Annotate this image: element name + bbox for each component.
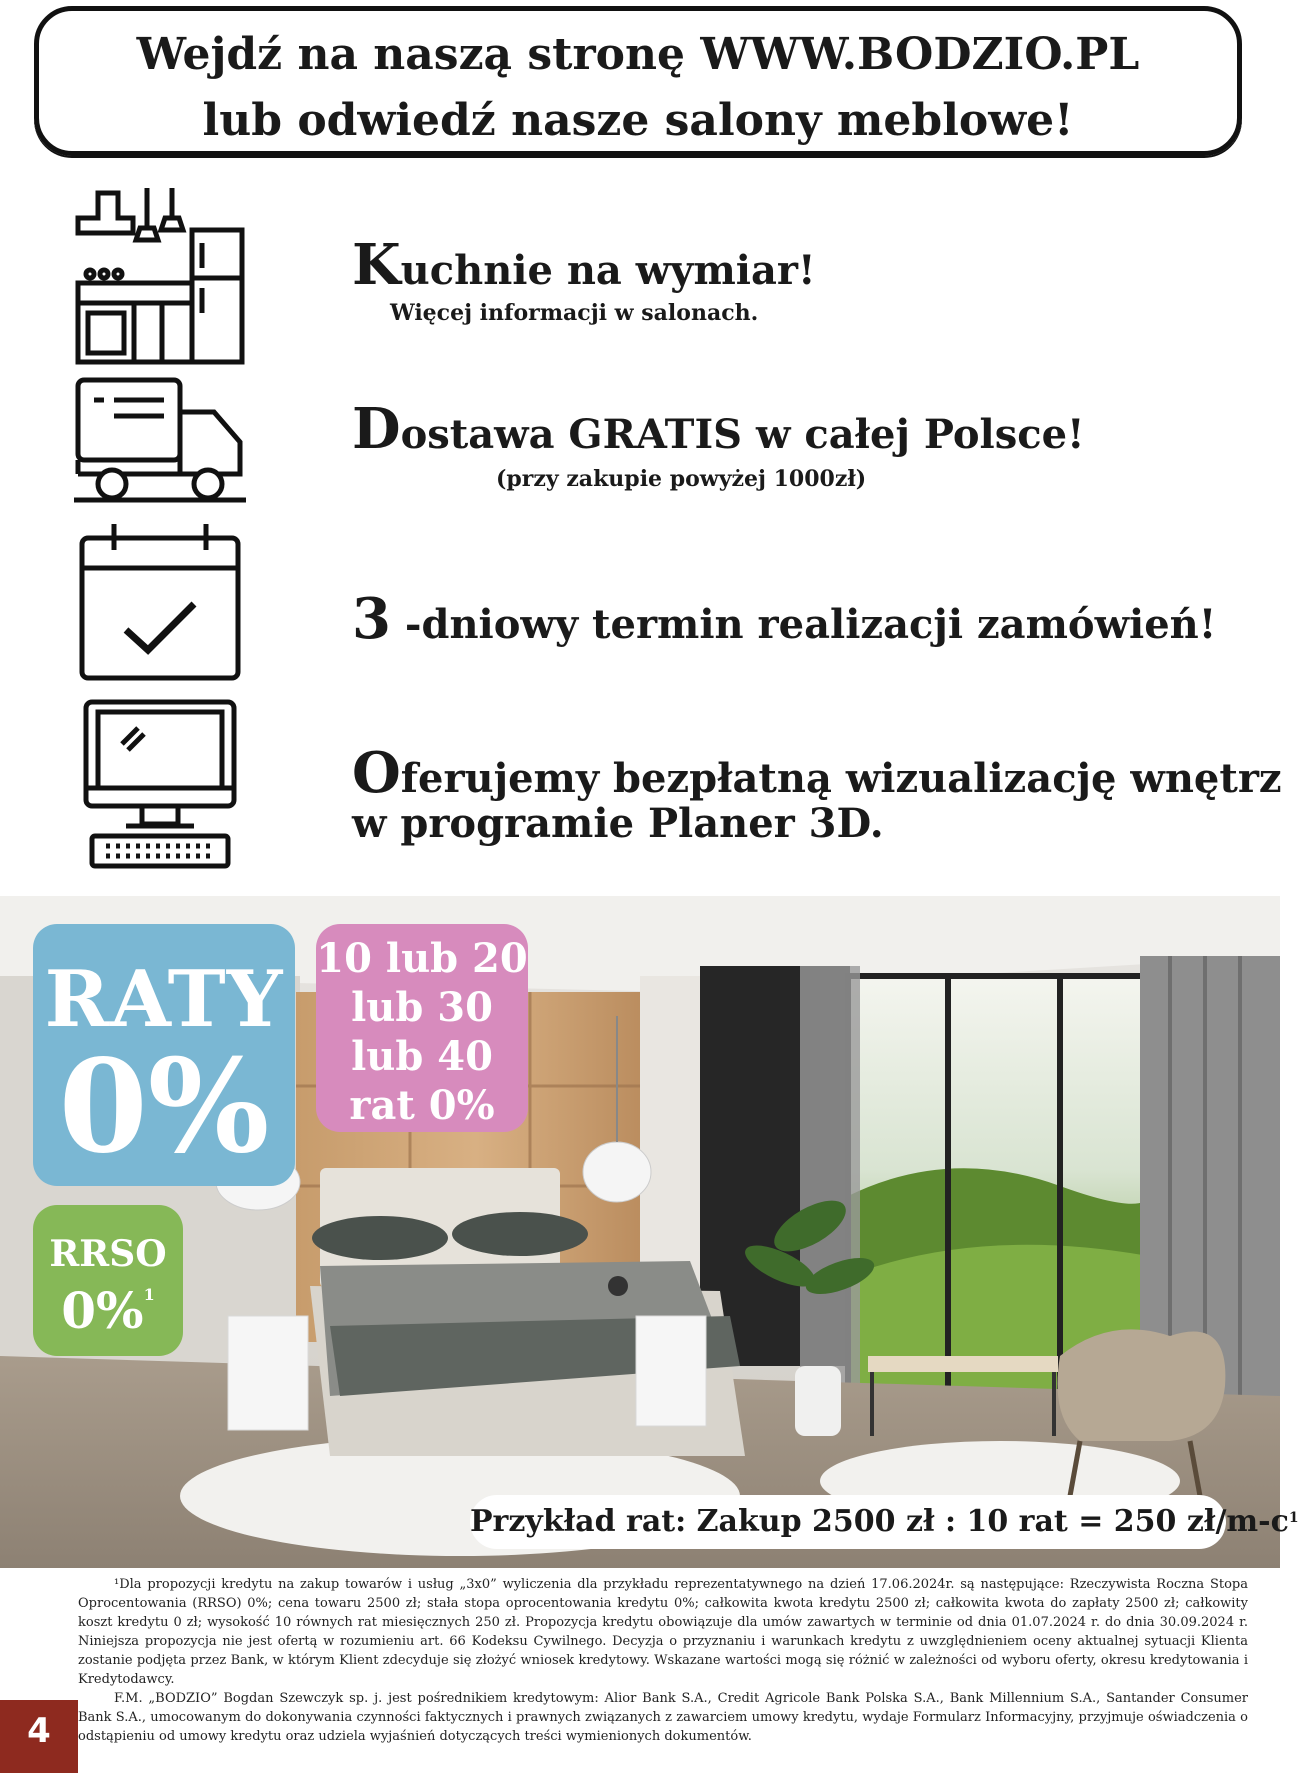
website-banner (34, 6, 1242, 156)
feature-visualization-title: Oferujemy bezpłatną wizualizację wnętrz (352, 740, 1282, 806)
banner-line-website: Wejdź na naszą stronę WWW.BODZIO.PL (136, 29, 1140, 80)
rrso-value-row (33, 1281, 183, 1340)
rrso-footnote-mark: 1 (143, 1285, 155, 1304)
calendar-check-icon (78, 522, 242, 682)
raty-label: RATY (44, 954, 284, 1045)
rrso-badge (33, 1205, 183, 1356)
feature-kitchen-title: Kuchnie na wymiar! (352, 232, 816, 298)
footnote-credit-intermediary: F.M. „BODZIO” Bogdan Szewczyk sp. j. jest pośrednikiem kredytowym: Alior Bank S.A., Credit Agricole Bank Polska S.A., Bank Millennium S.A., Santander Consumer Bank S.A., umocowanym do dokonywania czynności faktycznych i prawnych związanych z zawarciem umowy kredytu, wydaje Formularz Informacyjny, przyjmuje oświadczenia o odstąpieniu od umowy kredytu oraz udziela wyjaśnień dotyczących treści wymienionych dokumentów. (78, 1691, 1248, 1744)
feature-delivery-title: Dostawa GRATIS w całej Polsce! (352, 396, 1085, 462)
banner-line-salons: lub odwiedź nasze salony meblowe! (202, 95, 1074, 146)
footnote-representative-example: ¹Dla propozycji kredytu na zakup towarów i usług „3x0” wyliczenia dla przykładu reprezentatywnego na dzień 17.06.2024r. są następujące: Rzeczywista Roczna Stopa Oprocentowania (RRSO) 0%; cena towaru 2500 zł; stała stopa oprocentowania kredytu 0%; całkowita kwota kredytu 2500 zł; całkowita kwota do zapłaty 2500 zł; całkowity koszt kredytu 0 zł; wysokość 10 równych rat miesięcznych 250 zł. Propozycja kredytu obowiązuje dla umów zawartych w terminie od dnia 01.07.2024 r. do dnia 30.09.2024 r. Niniejsza propozycja nie jest ofertą w rozumieniu art. 66 Kodeksu Cywilnego. Decyzja o przyznaniu i warunkach kredytu z uwzględnieniem oceny aktualnej sytuacji Klienta zostanie podjęta przez Bank, w którym Klient zdecyduje się złożyć wniosek kredytowy. Wskazane wartości mogą się różnić w zależności od wyboru oferty, okresu kredytowania i Kredytodawcy. (78, 1577, 1248, 1687)
page-number: 4 (0, 1700, 78, 1773)
kitchen-icon (74, 188, 246, 363)
feature-visualization-title-line2: w programie Planer 3D. (352, 800, 884, 847)
rrso-label: RRSO (49, 1233, 167, 1275)
delivery-truck-icon (74, 376, 246, 504)
installments-line-4: rat 0% (349, 1082, 495, 1129)
raty-zero-percent-badge (33, 924, 295, 1186)
feature-delivery-subtitle: (przy zakupie powyżej 1000zł) (496, 466, 867, 492)
installment-example-text: Przykład rat: Zakup 2500 zł : 10 rat = 250 zł/m-c (470, 1504, 1289, 1539)
example-footnote-mark: 1 (1288, 1510, 1299, 1526)
feature-kitchen-subtitle: Więcej informacji w salonach. (390, 300, 759, 326)
feature-delivery-time-title: 3 -dniowy termin realizacji zamówień! (352, 586, 1217, 652)
computer-icon (82, 698, 238, 870)
installments-line-3: lub 40 (351, 1033, 493, 1080)
installments-line-2: lub 30 (351, 984, 493, 1031)
installment-example (470, 1495, 1299, 1549)
installments-badge (316, 924, 528, 1132)
credit-footnote (78, 1575, 1248, 1746)
rrso-value: 0% (61, 1281, 144, 1340)
installments-line-1: 10 lub 20 (316, 935, 528, 982)
raty-value: 0% (58, 1032, 270, 1182)
